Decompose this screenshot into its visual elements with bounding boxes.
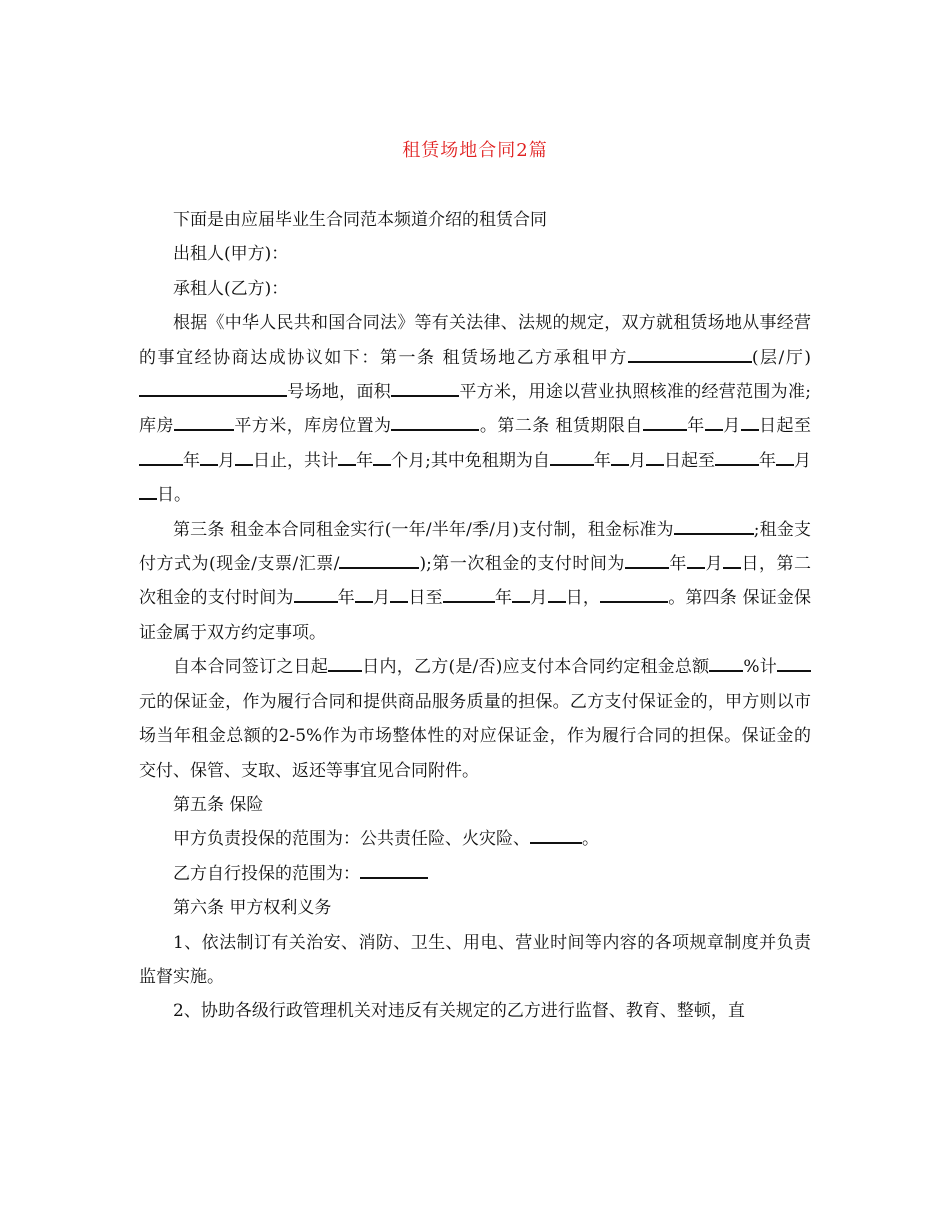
blank-field bbox=[674, 518, 754, 535]
blank-field bbox=[373, 449, 391, 466]
lessor-insurance-line: 甲方负责投保的范围为：公共责任险、火灾险、 。 bbox=[173, 829, 599, 850]
blank-field bbox=[550, 449, 594, 466]
blank-field bbox=[628, 346, 752, 363]
document-title: 租赁场地合同2篇 bbox=[402, 140, 548, 161]
blank-field bbox=[777, 655, 811, 672]
blank-field bbox=[338, 449, 356, 466]
blank-field bbox=[646, 449, 664, 466]
blank-field bbox=[355, 586, 373, 603]
blank-field bbox=[705, 414, 723, 431]
blank-field bbox=[709, 655, 743, 672]
blank-field bbox=[643, 414, 687, 431]
blank-field bbox=[600, 586, 668, 603]
blank-field bbox=[200, 449, 218, 466]
blank-field bbox=[139, 449, 183, 466]
article-6-item-2: 2、协助各级行政管理机关对违反有关规定的乙方进行监督、教育、整顿，直 bbox=[173, 1001, 745, 1022]
article-5-heading: 第五条 保险 bbox=[173, 794, 264, 815]
blank-field bbox=[139, 483, 157, 500]
blank-field bbox=[715, 449, 759, 466]
lessee-insurance-line: 乙方自行投保的范围为： bbox=[139, 857, 811, 891]
blank-field bbox=[360, 862, 428, 879]
blank-field bbox=[530, 827, 582, 844]
blank-field bbox=[139, 380, 287, 397]
blank-field bbox=[443, 586, 495, 603]
blank-field bbox=[390, 586, 408, 603]
blank-field bbox=[339, 552, 419, 569]
blank-field bbox=[611, 449, 629, 466]
blank-field bbox=[174, 414, 234, 431]
blank-field bbox=[512, 586, 530, 603]
blank-field bbox=[391, 414, 479, 431]
article-6-item-1: 1、依法制订有关治安、消防、卫生、用电、营业时间等内容的各项规章制度并负责监督实施。 bbox=[139, 932, 811, 987]
blank-field bbox=[723, 552, 741, 569]
blank-field bbox=[687, 552, 705, 569]
blank-field bbox=[776, 449, 794, 466]
article-1-2-paragraph: 根据《中华人民共和国合同法》等有关法律、法规的规定，双方就租赁场地从事经营的事宜经协商达成协议如下：第一条 租赁场地乙方承租甲方 (层/厅)号场地，面积 平方米，用途以营业执照核准的经营范围为准;库房 平方米，库房位置为 。第二条 租赁期限自 年 月 日起至年 月 日止，共计 年 个月;其中免租期为自 年 月 日起至 年 月日。 bbox=[139, 313, 812, 506]
blank-field bbox=[328, 655, 362, 672]
intro-paragraph: 下面是由应届毕业生合同范本频道介绍的租赁合同 bbox=[173, 210, 547, 230]
blank-field bbox=[235, 449, 253, 466]
article-3-4-paragraph: 第三条 租金本合同租金实行(一年/半年/季/月)支付制，租金标准为 ;租金支付方式为(现金/支票/汇票/ );第一次租金的支付时间为 年 月 日，第二次租金的支付时间为 年 月 日至 年 月 日， 。第四条 保证金保证金属于双方约定事项。 bbox=[139, 519, 812, 643]
blank-field bbox=[391, 380, 459, 397]
document-body bbox=[139, 203, 811, 1029]
deposit-paragraph: 自本合同签订之日起 日内，乙方(是/否)应支付本合同约定租金总额 %计元的保证金，作为履行合同和提供商品服务质量的担保。乙方支付保证金的，甲方则以市场当年租金总额的2-5%作为市场整体性的对应保证金，作为履行合同的担保。保证金的交付、保管、支取、返还等事宜见合同附件。 bbox=[139, 657, 811, 781]
lessor-line: 出租人(甲方)： bbox=[173, 244, 289, 265]
lessee-line: 承租人(乙方)： bbox=[173, 278, 289, 299]
blank-field bbox=[548, 586, 566, 603]
blank-field bbox=[625, 552, 669, 569]
blank-field bbox=[294, 586, 338, 603]
article-6-heading: 第六条 甲方权利义务 bbox=[173, 898, 332, 919]
blank-field bbox=[741, 414, 759, 431]
